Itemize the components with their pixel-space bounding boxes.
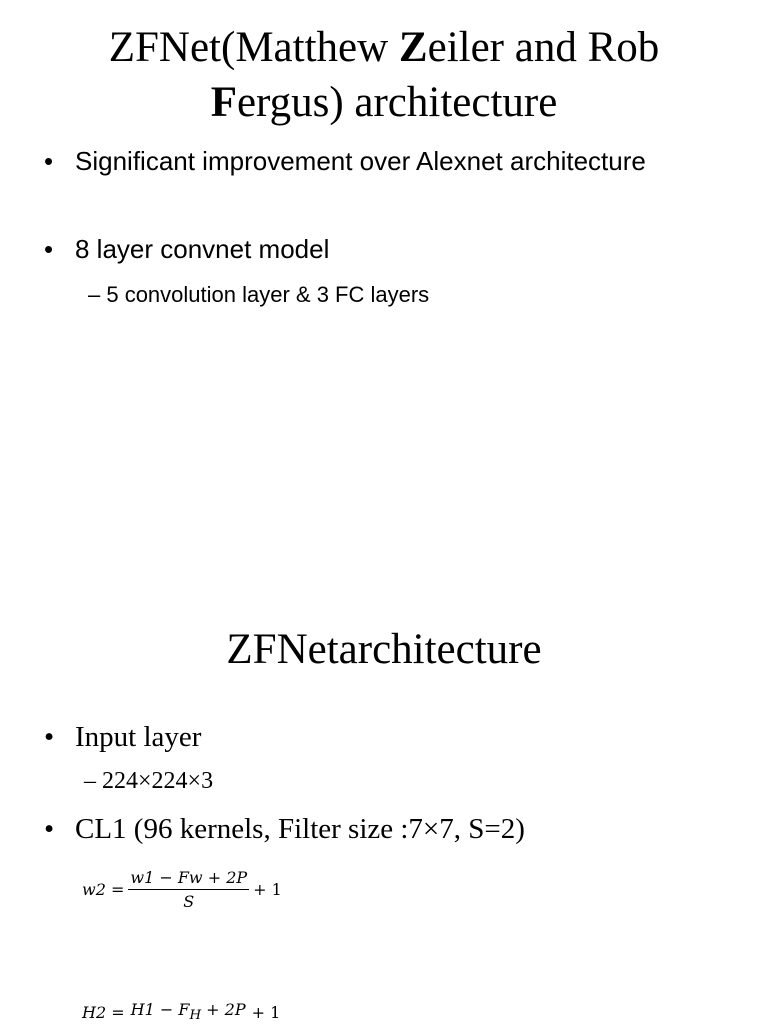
sub-bullet-input-size: – 224×224×3 [84,768,214,794]
formula-numerator: $H1 - F_H + 2P$ [130,1000,246,1024]
formula-subscript: H [189,1008,202,1024]
bullet-dot: • [44,234,54,264]
bullet-dot: • [44,721,55,753]
slide-title-architecture: ZFNetarchitecture [226,626,542,673]
bullet-text: Input layer [75,721,202,753]
bullet-text: Significant improvement over Alexnet architecture [75,146,646,176]
sub-bullet-conv-layers: – 5 convolution layer & 3 FC layers [88,282,430,307]
bullet-text: CL1 (96 kernels, Filter size :7×7, S=2) [75,813,525,845]
formula-fraction [129,1000,248,1025]
bullet-text: 8 layer convnet model [75,234,330,264]
formula-fraction [128,868,249,911]
bullet-cl1 [44,810,525,848]
formula-lhs: H2 = [82,1003,125,1023]
formula-lhs: w2 = [82,880,125,899]
bullet-layer-model [44,230,684,268]
formula-rhs: + 1 [251,1003,281,1023]
bullet-improvement [44,142,684,180]
formula-width [82,868,282,911]
title-line-2: Fergus) architecture [210,79,558,126]
formula-rhs: + 1 [253,880,282,899]
bullet-dot: • [44,146,54,176]
formula-denominator: S [128,889,249,911]
bullet-input-layer [44,718,201,756]
slide-title-zfnet [0,20,768,130]
formula-height [82,1000,280,1025]
formula-numerator: w1 − Fw + 2P [130,868,248,887]
title-line-1: ZFNet(Matthew Zeiler and Rob [108,24,660,71]
bullet-dot: • [44,813,55,845]
